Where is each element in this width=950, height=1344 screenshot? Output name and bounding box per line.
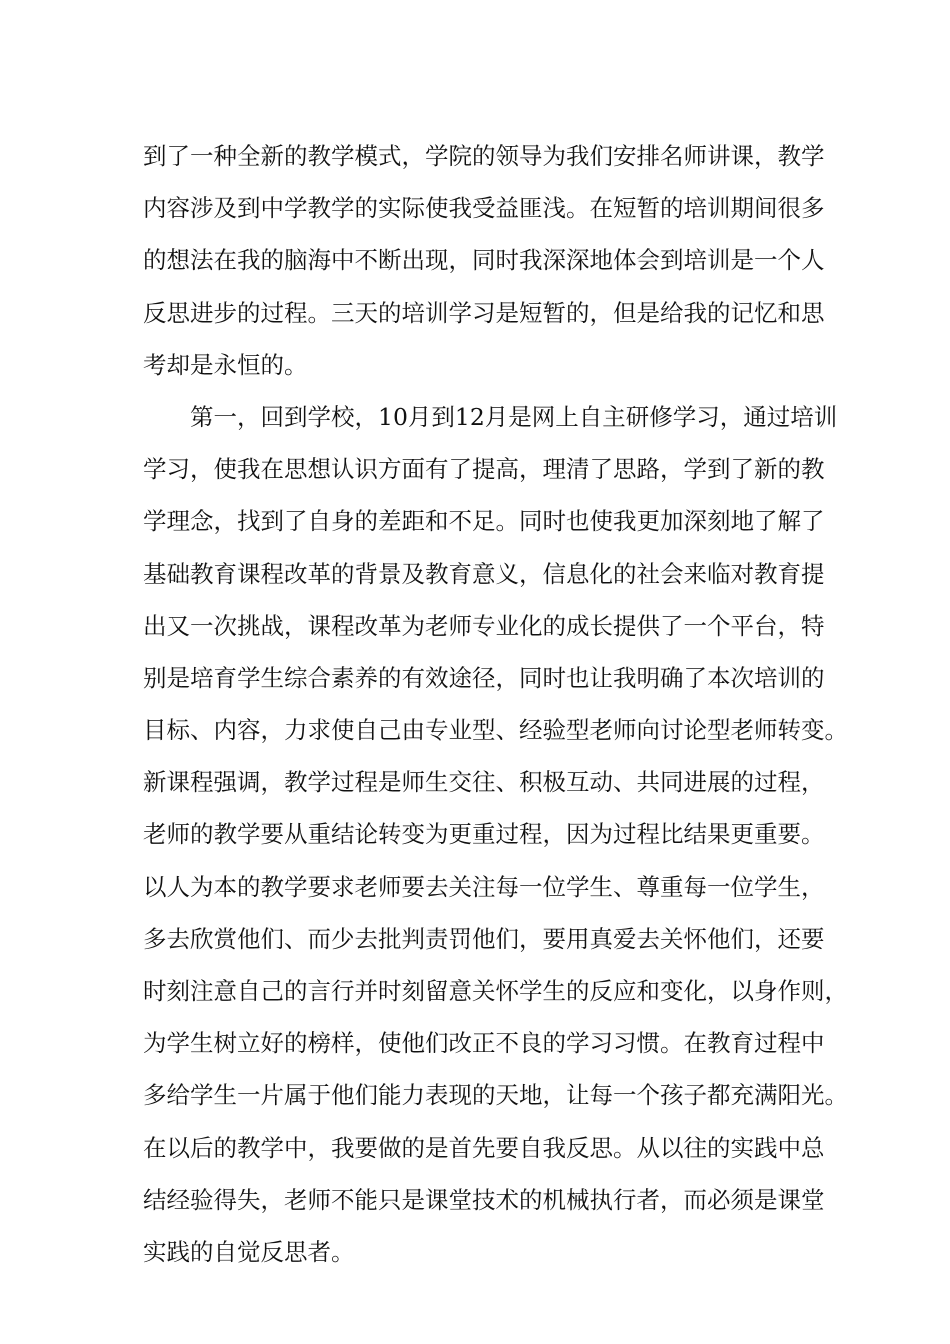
text-line: 到了一种全新的教学模式，学院的领导为我们安排名师讲课，教学 bbox=[143, 142, 825, 170]
text-line: 多去欣赏他们、而少去批判责罚他们，要用真爱去关怀他们，还要 bbox=[143, 924, 825, 953]
paragraph-2 bbox=[143, 391, 848, 1278]
text-line: 以人为本的教学要求老师要去关注每一位学生、尊重每一位学生， bbox=[143, 872, 825, 901]
text-line: 老师的教学要从重结论转变为更重过程，因为过程比结果更重要。 bbox=[143, 820, 825, 849]
text-line: 为学生树立好的榜样，使他们改正不良的学习习惯。在教育过程中 bbox=[143, 1029, 825, 1058]
paragraph-1 bbox=[143, 130, 823, 391]
text-line: 结经验得失，老师不能只是课堂技术的机械执行者，而必须是课堂 bbox=[143, 1185, 825, 1214]
text-line: 在以后的教学中，我要做的是首先要自我反思。从以往的实践中总 bbox=[143, 1133, 825, 1162]
text-line: 基础教育课程改革的背景及教育意义，信息化的社会来临对教育提 bbox=[143, 559, 825, 588]
text-line: 时刻注意自己的言行并时刻留意关怀学生的反应和变化，以身作则， bbox=[143, 977, 848, 1005]
body-text bbox=[143, 130, 848, 1278]
text-line: 出又一次挑战，课程改革为老师专业化的成长提供了一个平台，特 bbox=[143, 611, 825, 640]
text-line: 目标、内容，力求使自己由专业型、经验型老师向讨论型老师转变。 bbox=[143, 716, 848, 745]
text-line: 内容涉及到中学教学的实际使我受益匪浅。在短暂的培训期间很多 bbox=[143, 194, 825, 223]
text-line: 别是培育学生综合素养的有效途径，同时也让我明确了本次培训的 bbox=[143, 663, 825, 692]
text-line: 考却是永恒的。 bbox=[143, 350, 308, 379]
text-line-indented: 第一，回到学校，10月到12月是网上自主研修学习，通过培训 bbox=[190, 402, 838, 431]
text-line: 新课程强调，教学过程是师生交往、积极互动、共同进展的过程， bbox=[143, 768, 825, 797]
text-line: 学习，使我在思想认识方面有了提高，理清了思路，学到了新的教 bbox=[143, 455, 825, 484]
text-line: 反思进步的过程。三天的培训学习是短暂的，但是给我的记忆和思 bbox=[143, 298, 825, 327]
text-line: 学理念，找到了自身的差距和不足。同时也使我更加深刻地了解了 bbox=[143, 507, 825, 536]
text-line: 多给学生一片属于他们能力表现的天地，让每一个孩子都充满阳光。 bbox=[143, 1081, 848, 1110]
text-line: 实践的自觉反思者。 bbox=[143, 1237, 355, 1266]
text-line: 的想法在我的脑海中不断出现，同时我深深地体会到培训是一个人 bbox=[143, 246, 825, 275]
